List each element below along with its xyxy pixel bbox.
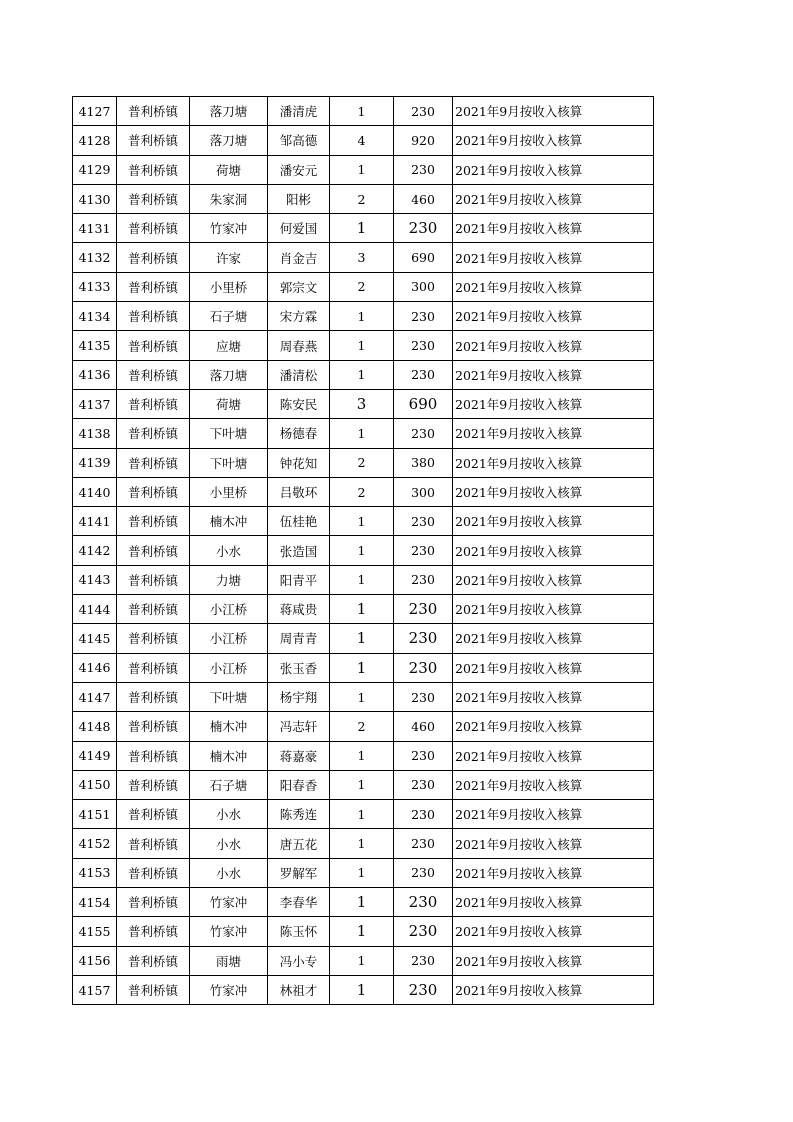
- person-name-cell: 周青青: [268, 624, 330, 653]
- table-row: [73, 331, 654, 360]
- person-name-cell: 阳彬: [268, 184, 330, 213]
- village-cell: 小江桥: [190, 624, 268, 653]
- person-name-cell: 阳青平: [268, 565, 330, 594]
- town-cell: 普利桥镇: [117, 712, 190, 741]
- amount-cell: 300: [394, 272, 453, 301]
- household-count-cell: 1: [330, 595, 394, 624]
- household-count-cell: 1: [330, 507, 394, 536]
- town-cell: 普利桥镇: [117, 946, 190, 975]
- note-cell: 2021年9月按收入核算: [453, 536, 654, 565]
- record-id-cell: 4148: [73, 712, 117, 741]
- village-cell: 落刀塘: [190, 360, 268, 389]
- note-cell: 2021年9月按收入核算: [453, 477, 654, 506]
- roster-table: [72, 96, 654, 1005]
- amount-cell: 230: [394, 770, 453, 799]
- note-cell: 2021年9月按收入核算: [453, 653, 654, 682]
- amount-cell: 230: [394, 331, 453, 360]
- town-cell: 普利桥镇: [117, 858, 190, 887]
- village-cell: 竹家冲: [190, 917, 268, 946]
- town-cell: 普利桥镇: [117, 565, 190, 594]
- town-cell: 普利桥镇: [117, 536, 190, 565]
- household-count-cell: 1: [330, 624, 394, 653]
- amount-cell: 230: [394, 595, 453, 624]
- person-name-cell: 林祖才: [268, 975, 330, 1004]
- table-body: [73, 97, 654, 1005]
- village-cell: 小水: [190, 829, 268, 858]
- town-cell: 普利桥镇: [117, 829, 190, 858]
- village-cell: 下叶塘: [190, 682, 268, 711]
- person-name-cell: 潘安元: [268, 155, 330, 184]
- note-cell: 2021年9月按收入核算: [453, 448, 654, 477]
- amount-cell: 460: [394, 712, 453, 741]
- person-name-cell: 冯志轩: [268, 712, 330, 741]
- household-count-cell: 1: [330, 917, 394, 946]
- town-cell: 普利桥镇: [117, 624, 190, 653]
- table-row: [73, 565, 654, 594]
- town-cell: 普利桥镇: [117, 975, 190, 1004]
- note-cell: 2021年9月按收入核算: [453, 126, 654, 155]
- table-row: [73, 595, 654, 624]
- village-cell: 应塘: [190, 331, 268, 360]
- note-cell: 2021年9月按收入核算: [453, 243, 654, 272]
- town-cell: 普利桥镇: [117, 243, 190, 272]
- person-name-cell: 肖金吉: [268, 243, 330, 272]
- person-name-cell: 李春华: [268, 888, 330, 917]
- village-cell: 小江桥: [190, 653, 268, 682]
- amount-cell: 230: [394, 888, 453, 917]
- record-id-cell: 4152: [73, 829, 117, 858]
- amount-cell: 230: [394, 946, 453, 975]
- table-row: [73, 946, 654, 975]
- amount-cell: 230: [394, 360, 453, 389]
- amount-cell: 230: [394, 653, 453, 682]
- amount-cell: 230: [394, 800, 453, 829]
- amount-cell: 230: [394, 536, 453, 565]
- household-count-cell: 1: [330, 302, 394, 331]
- household-count-cell: 1: [330, 155, 394, 184]
- person-name-cell: 冯小专: [268, 946, 330, 975]
- note-cell: 2021年9月按收入核算: [453, 595, 654, 624]
- household-count-cell: 2: [330, 448, 394, 477]
- record-id-cell: 4133: [73, 272, 117, 301]
- person-name-cell: 钟花知: [268, 448, 330, 477]
- amount-cell: 920: [394, 126, 453, 155]
- note-cell: 2021年9月按收入核算: [453, 917, 654, 946]
- household-count-cell: 1: [330, 858, 394, 887]
- record-id-cell: 4129: [73, 155, 117, 184]
- person-name-cell: 杨宇翔: [268, 682, 330, 711]
- person-name-cell: 张造国: [268, 536, 330, 565]
- household-count-cell: 3: [330, 389, 394, 418]
- record-id-cell: 4127: [73, 97, 117, 126]
- person-name-cell: 宋方霖: [268, 302, 330, 331]
- town-cell: 普利桥镇: [117, 360, 190, 389]
- note-cell: 2021年9月按收入核算: [453, 272, 654, 301]
- table-row: [73, 888, 654, 917]
- note-cell: 2021年9月按收入核算: [453, 360, 654, 389]
- record-id-cell: 4155: [73, 917, 117, 946]
- note-cell: 2021年9月按收入核算: [453, 800, 654, 829]
- note-cell: 2021年9月按收入核算: [453, 389, 654, 418]
- note-cell: 2021年9月按收入核算: [453, 946, 654, 975]
- household-count-cell: 1: [330, 653, 394, 682]
- village-cell: 小水: [190, 858, 268, 887]
- record-id-cell: 4131: [73, 214, 117, 243]
- table-row: [73, 448, 654, 477]
- amount-cell: 230: [394, 975, 453, 1004]
- household-count-cell: 2: [330, 712, 394, 741]
- note-cell: 2021年9月按收入核算: [453, 331, 654, 360]
- table-row: [73, 97, 654, 126]
- village-cell: 雨塘: [190, 946, 268, 975]
- person-name-cell: 何爱国: [268, 214, 330, 243]
- note-cell: 2021年9月按收入核算: [453, 624, 654, 653]
- household-count-cell: 1: [330, 360, 394, 389]
- amount-cell: 230: [394, 155, 453, 184]
- household-count-cell: 3: [330, 243, 394, 272]
- village-cell: 石子塘: [190, 770, 268, 799]
- amount-cell: 230: [394, 419, 453, 448]
- person-name-cell: 杨德春: [268, 419, 330, 448]
- table-row: [73, 477, 654, 506]
- note-cell: 2021年9月按收入核算: [453, 682, 654, 711]
- town-cell: 普利桥镇: [117, 97, 190, 126]
- table-row: [73, 272, 654, 301]
- town-cell: 普利桥镇: [117, 888, 190, 917]
- town-cell: 普利桥镇: [117, 595, 190, 624]
- table-row: [73, 682, 654, 711]
- record-id-cell: 4142: [73, 536, 117, 565]
- town-cell: 普利桥镇: [117, 800, 190, 829]
- table-row: [73, 389, 654, 418]
- table-row: [73, 360, 654, 389]
- town-cell: 普利桥镇: [117, 126, 190, 155]
- village-cell: 落刀塘: [190, 97, 268, 126]
- town-cell: 普利桥镇: [117, 477, 190, 506]
- amount-cell: 230: [394, 507, 453, 536]
- table-row: [73, 858, 654, 887]
- table-row: [73, 917, 654, 946]
- amount-cell: 230: [394, 741, 453, 770]
- household-count-cell: 1: [330, 419, 394, 448]
- town-cell: 普利桥镇: [117, 302, 190, 331]
- table-row: [73, 126, 654, 155]
- town-cell: 普利桥镇: [117, 770, 190, 799]
- town-cell: 普利桥镇: [117, 184, 190, 213]
- table-row: [73, 653, 654, 682]
- record-id-cell: 4144: [73, 595, 117, 624]
- person-name-cell: 邹高德: [268, 126, 330, 155]
- person-name-cell: 周春燕: [268, 331, 330, 360]
- table-row: [73, 975, 654, 1004]
- village-cell: 荷塘: [190, 155, 268, 184]
- household-count-cell: 2: [330, 477, 394, 506]
- town-cell: 普利桥镇: [117, 155, 190, 184]
- amount-cell: 230: [394, 302, 453, 331]
- table-row: [73, 184, 654, 213]
- note-cell: 2021年9月按收入核算: [453, 97, 654, 126]
- note-cell: 2021年9月按收入核算: [453, 888, 654, 917]
- person-name-cell: 罗解军: [268, 858, 330, 887]
- table-row: [73, 536, 654, 565]
- note-cell: 2021年9月按收入核算: [453, 184, 654, 213]
- record-id-cell: 4150: [73, 770, 117, 799]
- record-id-cell: 4137: [73, 389, 117, 418]
- table-row: [73, 624, 654, 653]
- note-cell: 2021年9月按收入核算: [453, 829, 654, 858]
- person-name-cell: 伍桂艳: [268, 507, 330, 536]
- amount-cell: 230: [394, 565, 453, 594]
- table-row: [73, 155, 654, 184]
- town-cell: 普利桥镇: [117, 331, 190, 360]
- record-id-cell: 4143: [73, 565, 117, 594]
- amount-cell: 300: [394, 477, 453, 506]
- amount-cell: 230: [394, 624, 453, 653]
- record-id-cell: 4139: [73, 448, 117, 477]
- person-name-cell: 陈安民: [268, 389, 330, 418]
- table-row: [73, 419, 654, 448]
- town-cell: 普利桥镇: [117, 419, 190, 448]
- note-cell: 2021年9月按收入核算: [453, 975, 654, 1004]
- household-count-cell: 1: [330, 829, 394, 858]
- village-cell: 石子塘: [190, 302, 268, 331]
- person-name-cell: 吕敬环: [268, 477, 330, 506]
- amount-cell: 230: [394, 214, 453, 243]
- household-count-cell: 1: [330, 888, 394, 917]
- town-cell: 普利桥镇: [117, 272, 190, 301]
- town-cell: 普利桥镇: [117, 917, 190, 946]
- table-row: [73, 800, 654, 829]
- village-cell: 楠木冲: [190, 507, 268, 536]
- village-cell: 楠木冲: [190, 741, 268, 770]
- person-name-cell: 唐五花: [268, 829, 330, 858]
- record-id-cell: 4147: [73, 682, 117, 711]
- household-count-cell: 1: [330, 565, 394, 594]
- record-id-cell: 4132: [73, 243, 117, 272]
- amount-cell: 230: [394, 682, 453, 711]
- village-cell: 下叶塘: [190, 419, 268, 448]
- person-name-cell: 蒋咸贵: [268, 595, 330, 624]
- household-count-cell: 4: [330, 126, 394, 155]
- village-cell: 朱家洞: [190, 184, 268, 213]
- village-cell: 小里桥: [190, 272, 268, 301]
- village-cell: 楠木冲: [190, 712, 268, 741]
- village-cell: 许家: [190, 243, 268, 272]
- village-cell: 力塘: [190, 565, 268, 594]
- household-count-cell: 1: [330, 946, 394, 975]
- table-row: [73, 712, 654, 741]
- village-cell: 小水: [190, 536, 268, 565]
- household-count-cell: 1: [330, 214, 394, 243]
- table-row: [73, 741, 654, 770]
- amount-cell: 690: [394, 389, 453, 418]
- record-id-cell: 4135: [73, 331, 117, 360]
- record-id-cell: 4146: [73, 653, 117, 682]
- village-cell: 荷塘: [190, 389, 268, 418]
- household-count-cell: 2: [330, 272, 394, 301]
- amount-cell: 230: [394, 858, 453, 887]
- record-id-cell: 4136: [73, 360, 117, 389]
- document-page: [72, 96, 654, 1005]
- town-cell: 普利桥镇: [117, 741, 190, 770]
- person-name-cell: 阳春香: [268, 770, 330, 799]
- village-cell: 竹家冲: [190, 975, 268, 1004]
- table-row: [73, 770, 654, 799]
- household-count-cell: 1: [330, 770, 394, 799]
- household-count-cell: 2: [330, 184, 394, 213]
- record-id-cell: 4151: [73, 800, 117, 829]
- household-count-cell: 1: [330, 682, 394, 711]
- table-row: [73, 829, 654, 858]
- note-cell: 2021年9月按收入核算: [453, 419, 654, 448]
- amount-cell: 380: [394, 448, 453, 477]
- village-cell: 小江桥: [190, 595, 268, 624]
- record-id-cell: 4145: [73, 624, 117, 653]
- record-id-cell: 4138: [73, 419, 117, 448]
- amount-cell: 230: [394, 917, 453, 946]
- record-id-cell: 4134: [73, 302, 117, 331]
- record-id-cell: 4157: [73, 975, 117, 1004]
- town-cell: 普利桥镇: [117, 682, 190, 711]
- village-cell: 落刀塘: [190, 126, 268, 155]
- household-count-cell: 1: [330, 536, 394, 565]
- person-name-cell: 陈秀连: [268, 800, 330, 829]
- town-cell: 普利桥镇: [117, 448, 190, 477]
- record-id-cell: 4140: [73, 477, 117, 506]
- note-cell: 2021年9月按收入核算: [453, 770, 654, 799]
- household-count-cell: 1: [330, 975, 394, 1004]
- table-row: [73, 507, 654, 536]
- village-cell: 下叶塘: [190, 448, 268, 477]
- village-cell: 小里桥: [190, 477, 268, 506]
- amount-cell: 230: [394, 829, 453, 858]
- note-cell: 2021年9月按收入核算: [453, 302, 654, 331]
- town-cell: 普利桥镇: [117, 389, 190, 418]
- village-cell: 竹家冲: [190, 214, 268, 243]
- table-row: [73, 302, 654, 331]
- amount-cell: 690: [394, 243, 453, 272]
- note-cell: 2021年9月按收入核算: [453, 155, 654, 184]
- village-cell: 小水: [190, 800, 268, 829]
- amount-cell: 460: [394, 184, 453, 213]
- table-row: [73, 214, 654, 243]
- note-cell: 2021年9月按收入核算: [453, 214, 654, 243]
- note-cell: 2021年9月按收入核算: [453, 858, 654, 887]
- town-cell: 普利桥镇: [117, 214, 190, 243]
- record-id-cell: 4149: [73, 741, 117, 770]
- note-cell: 2021年9月按收入核算: [453, 507, 654, 536]
- person-name-cell: 张玉香: [268, 653, 330, 682]
- person-name-cell: 潘清虎: [268, 97, 330, 126]
- record-id-cell: 4153: [73, 858, 117, 887]
- person-name-cell: 陈玉怀: [268, 917, 330, 946]
- person-name-cell: 郭宗文: [268, 272, 330, 301]
- person-name-cell: 潘清松: [268, 360, 330, 389]
- record-id-cell: 4154: [73, 888, 117, 917]
- town-cell: 普利桥镇: [117, 653, 190, 682]
- household-count-cell: 1: [330, 331, 394, 360]
- household-count-cell: 1: [330, 800, 394, 829]
- table-row: [73, 243, 654, 272]
- person-name-cell: 蒋嘉豪: [268, 741, 330, 770]
- record-id-cell: 4156: [73, 946, 117, 975]
- household-count-cell: 1: [330, 97, 394, 126]
- town-cell: 普利桥镇: [117, 507, 190, 536]
- record-id-cell: 4130: [73, 184, 117, 213]
- record-id-cell: 4141: [73, 507, 117, 536]
- village-cell: 竹家冲: [190, 888, 268, 917]
- note-cell: 2021年9月按收入核算: [453, 565, 654, 594]
- note-cell: 2021年9月按收入核算: [453, 741, 654, 770]
- note-cell: 2021年9月按收入核算: [453, 712, 654, 741]
- record-id-cell: 4128: [73, 126, 117, 155]
- household-count-cell: 1: [330, 741, 394, 770]
- amount-cell: 230: [394, 97, 453, 126]
